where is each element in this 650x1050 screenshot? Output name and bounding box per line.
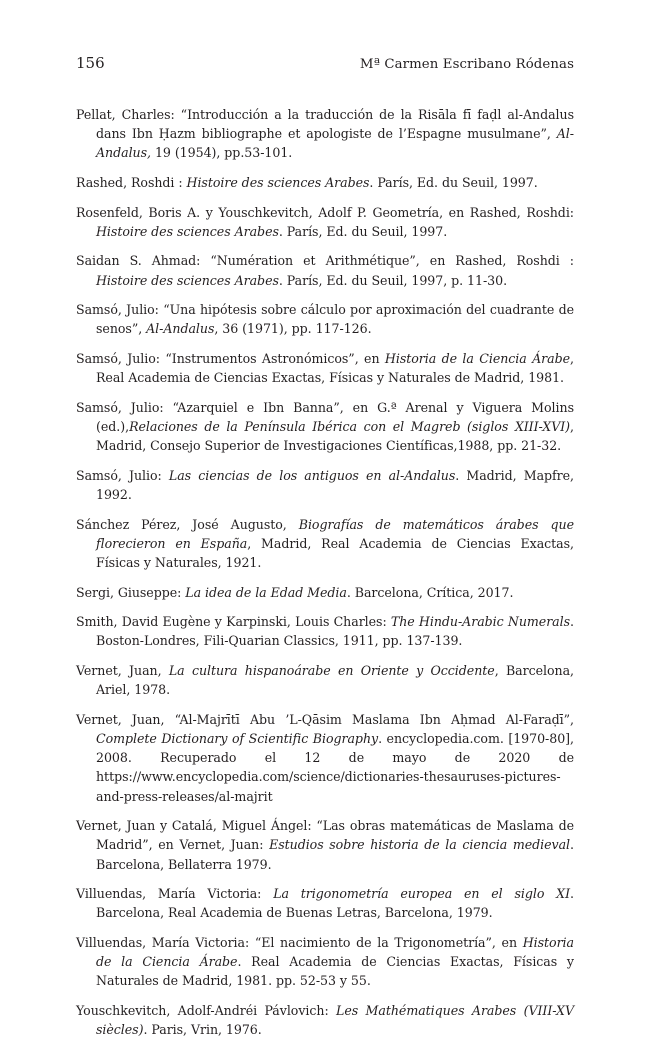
reference-title: Relaciones de la Península Ibérica con el Magreb (siglos XIII-XVI) [129,418,571,434]
reference-title: Historia de la Ciencia Árabe [384,350,571,366]
page-header [76,54,574,78]
reference-text: . París, Ed. du Seuil, 1997. [369,175,538,190]
reference-text: Villuendas, María Victoria: [76,886,274,902]
reference-entry [76,933,574,991]
reference-text: , Real Academia de Ciencias Exactas, Físicas y Naturales de Madrid, 1981. [96,350,574,386]
reference-title: Histoire des sciences Arabes [96,272,279,288]
reference-entry [76,300,574,338]
reference-text: Samsó, Julio: “Una hipótesis sobre cálculo por aproximación del cuadrante de senos”, [76,302,574,337]
reference-text: Villuendas, María Victoria: “El nacimiento de la Trigonometría”, en [76,934,523,950]
reference-text: . Boston-Londres, Fili-Quarian Classics, 1911, pp. 137-139. [96,614,574,649]
reference-entry [76,349,574,387]
reference-entry [76,105,574,163]
reference-title: Histoire des sciences Arabes [96,223,279,239]
reference-text: Rosenfeld, Boris A. y Youschkevitch, Adolf P. Geometría, en Rashed, Roshdi: [76,204,574,220]
reference-text: . Barcelona, Real Academia de Buenas Letras, Barcelona, 1979. [96,886,574,921]
reference-text: . París, Ed. du Seuil, 1997, p. 11-30. [278,272,508,288]
reference-title: The Hindu-Arabic Numerals [390,614,571,630]
reference-text: , Madrid, Real Academia de Ciencias Exactas, Físicas y Naturales, 1921. [96,535,574,570]
reference-title: Histoire des sciences Arabes [186,175,370,190]
reference-title: Biografías de matemáticos árabes que florecieron en España [96,516,574,551]
reference-text: . Barcelona, Crítica, 2017. [346,584,514,600]
reference-text: . París, Ed. du Seuil, 1997. [278,223,448,239]
reference-text: . Barcelona, Bellaterra 1979. [96,837,575,872]
reference-text: Samsó, Julio: “Instrumentos Astronómicos”, en [76,350,385,366]
reference-entry [76,612,574,650]
reference-title: La trigonometría europea en el siglo XI [273,886,571,902]
reference-text: . Paris, Vrin, 1976. [143,1022,262,1038]
reference-text: Sergi, Giuseppe: [76,584,186,600]
reference-text: , Barcelona, Ariel, 1978. [96,662,574,698]
reference-entry [76,398,574,456]
reference-entry [76,816,574,874]
reference-text: Pellat, Charles: “Introducción a la traducción de la Risāla fī faḍl al-Andalus dans Ibn Ḥazm bibliographe et apologiste de l’Espagne musulmane”, [76,107,574,142]
reference-title: La idea de la Edad Media [185,584,347,600]
reference-text: Vernet, Juan, “Al-Majrītī Abu ’L-Qāsim Maslama Ibn Aḥmad Al-Faraḍī”, [76,711,574,727]
reference-text: 19 (1954), pp.53-101. [150,145,293,161]
reference-list [76,105,574,1039]
reference-title: Historia de la Ciencia Árabe [96,934,574,970]
reference-text: Sánchez Pérez, José Augusto, [76,516,299,532]
reference-text: , 36 (1971), pp. 117-126. [214,321,372,337]
reference-text: . Madrid, Mapfre, 1992. [96,467,574,502]
reference-entry [76,515,574,573]
reference-entry [76,583,574,602]
reference-text: Smith, David Eugène y Karpinski, Louis Charles: [76,614,391,630]
reference-title: Al-Andalus [146,321,215,337]
reference-entry [76,251,574,289]
reference-entry [76,661,574,699]
reference-entry [76,173,574,192]
reference-title: La cultura hispanoárabe en Oriente y Occidente [168,662,495,678]
reference-text: Rashed, Roshdi : [76,175,187,190]
reference-text: Vernet, Juan y Catalá, Miguel Ángel: “Las obras matemáticas de Maslama de Madrid”, en Vernet, Juan: [76,818,574,853]
reference-text: . Real Academia de Ciencias Exactas, Físicas y Naturales de Madrid, 1981. pp. 52-53 y 55. [96,954,574,989]
page [76,54,574,1050]
reference-title: Les Mathématiques Arabes (VIII-XV siècles) [96,1002,574,1038]
reference-entry [76,1001,574,1039]
reference-text: , Madrid, Consejo Superior de Investigaciones Científicas,1988, pp. 21-32. [96,418,574,454]
reference-entry [76,466,574,504]
reference-title: Al-Andalus, [96,126,574,161]
reference-text: Youschkevitch, Adolf-Andréi Pávlovich: [76,1002,337,1018]
reference-entry [76,203,574,241]
reference-text: Samsó, Julio: “Azarquiel e Ibn Banna”, en G.ª Arenal y Viguera Molins (ed.), [76,399,574,434]
reference-title: Complete Dictionary of Scientific Biography [96,730,379,746]
reference-entry [76,710,574,806]
reference-text: Vernet, Juan, [76,662,169,678]
running-head: Mª Carmen Escribano Ródenas [359,57,574,72]
reference-text: Samsó, Julio: [76,467,169,483]
reference-text: . encyclopedia.com. [1970-80], 2008. Recuperado el 12 de mayo de 2020 de https://www.encyclopedia.com/science/dictionaries-thesauruses-pictures-and-press-releases/al-majrit [96,730,574,804]
reference-title: Las ciencias de los antiguos en al-Andalus [168,467,456,483]
reference-title: Estudios sobre historia de la ciencia medieval [269,837,571,853]
reference-text: Saidan S. Ahmad: “Numération et Arithmétique”, en Rashed, Roshdi : [76,253,574,269]
page-number: 156 [76,54,105,72]
